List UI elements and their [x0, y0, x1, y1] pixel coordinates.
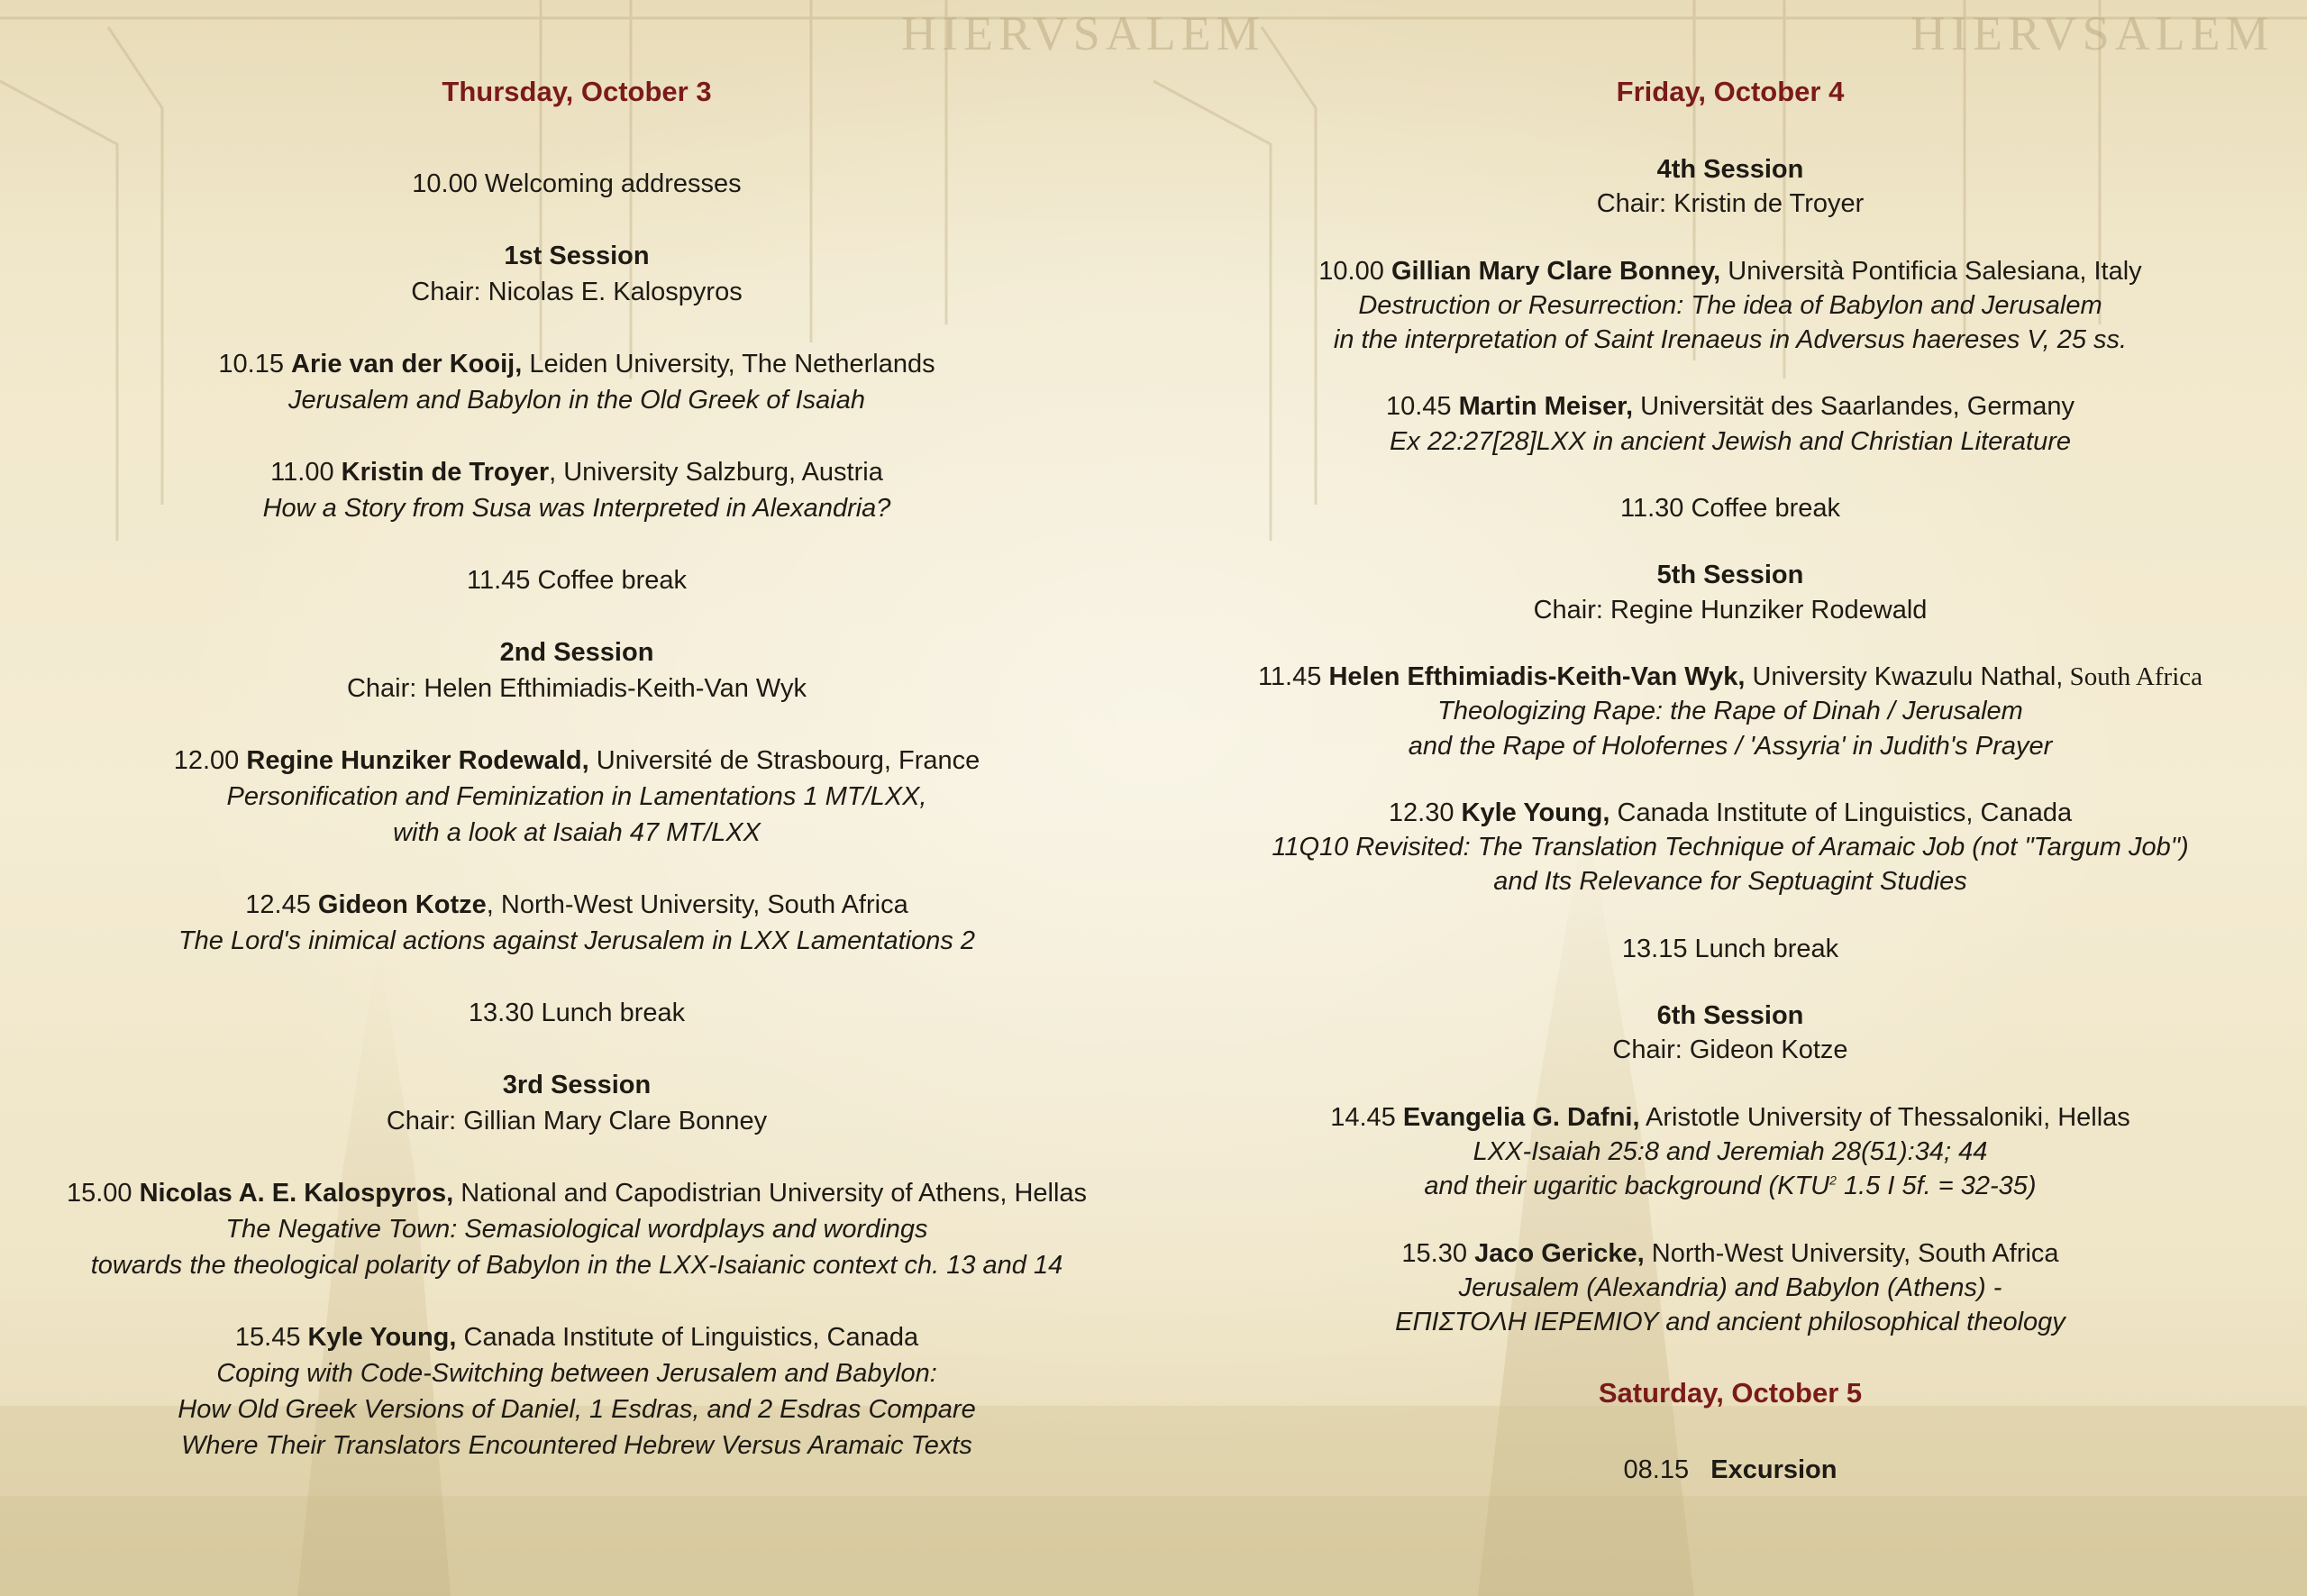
talk-title-cont: and the Rape of Holofernes / 'Assyria' in Judith's Prayer: [1408, 731, 2053, 761]
day-heading-saturday: Saturday, October 5: [1598, 1377, 1863, 1409]
talk-title: Ex 22:27[28]LXX in ancient Jewish and Christian Literature: [1389, 426, 2072, 456]
lunch-break: 13.30 Lunch break: [468, 999, 686, 1027]
session-header: [1612, 999, 1847, 1068]
talk-title: The Lord's inimical actions against Jerusalem in LXX Lamentations 2: [178, 926, 976, 955]
excursion-label: Excursion: [1710, 1455, 1837, 1485]
speaker-name: Gillian Mary Clare Bonney,: [1391, 256, 1721, 286]
talk-time: 10.15: [218, 350, 292, 378]
speaker-affiliation: Aristotle University of Thessaloniki, Hellas: [1639, 1102, 2130, 1132]
session-title: 1st Session: [504, 242, 650, 270]
talk-title-cont: and their ugaritic background (KTU$^2$ 1.5 I 5f. = 32-35): [1424, 1172, 2037, 1201]
talk-title-cont: Where Their Translators Encountered Hebrew Versus Aramaic Texts: [181, 1431, 972, 1460]
watermark-left: HIERVSALEM: [901, 6, 1265, 60]
session-header: [411, 238, 742, 310]
speaker-name: Kyle Young,: [1461, 798, 1610, 827]
talk-entry: [178, 887, 975, 959]
speaker-affiliation: National and Capodistrian University of Athens, Hellas: [453, 1179, 1088, 1208]
talk-time: 12.45: [245, 890, 318, 919]
excursion-time: 08.15: [1623, 1455, 1690, 1485]
talk-title-cont: and Its Relevance for Septuagint Studies: [1493, 867, 1967, 897]
talk-title-cont: ΕΠΙΣΤΟΛΗ ΙΕΡΕΜΙΟΥ and ancient philosophical theology: [1395, 1308, 2065, 1337]
speaker-name: Kyle Young,: [307, 1323, 457, 1352]
coffee-break: 11.30 Coffee break: [1620, 494, 1840, 524]
talk-entry: [1272, 796, 2188, 899]
day-heading: Friday, October 4: [1616, 76, 1845, 107]
session-title: 5th Session: [1656, 561, 1804, 590]
talk-time: 15.45: [234, 1323, 308, 1352]
session-header: [387, 1067, 767, 1139]
talk-title: Theologizing Rape: the Rape of Dinah / Jerusalem: [1437, 697, 2023, 726]
session-header: [1597, 152, 1865, 222]
talk-time: 14.45: [1330, 1102, 1403, 1132]
welcome-item: 10.00 Welcoming addresses: [412, 169, 742, 198]
speaker-name: Regine Hunziker Rodewald,: [246, 746, 589, 775]
talk-time: 12.30: [1388, 798, 1462, 827]
watermark-right: HIERVSALEM: [1910, 6, 2275, 60]
session-title: 4th Session: [1656, 155, 1804, 184]
talk-entry: [1386, 389, 2074, 459]
speaker-affiliation: Canada Institute of Linguistics, Canada: [1609, 798, 2073, 827]
speaker-name: Nicolas A. E. Kalospyros,: [139, 1179, 454, 1208]
talk-title: How a Story from Susa was Interpreted in Alexandria?: [262, 494, 891, 523]
talk-entry: [67, 1175, 1087, 1283]
talk-time: 11.00: [270, 458, 342, 487]
talk-title-cont: towards the theological polarity of Babylon in the LXX-Isaianic context ch. 13 and 14: [90, 1251, 1063, 1280]
talk-title: The Negative Town: Semasiological wordplays and wordings: [225, 1215, 928, 1244]
session-title: 6th Session: [1656, 1001, 1804, 1031]
session-chair: Chair: Regine Hunziker Rodewald: [1533, 595, 1928, 625]
talk-entry: [178, 1319, 975, 1464]
excursion-item: [1624, 1453, 1837, 1487]
speaker-name: Kristin de Troyer: [341, 458, 550, 487]
speaker-name: Helen Efthimiadis-Keith-Van Wyk,: [1328, 661, 1746, 691]
session-chair: Chair: Helen Efthimiadis-Keith-Van Wyk: [346, 674, 807, 703]
talk-entry: [1395, 1236, 2065, 1340]
talk-time: 15.30: [1401, 1238, 1475, 1268]
speaker-affiliation: , North-West University, South Africa: [486, 890, 908, 919]
talk-title-cont: with a look at Isaiah 47 MT/LXX: [393, 818, 761, 847]
speaker-affiliation: Canada Institute of Linguistics, Canada: [456, 1323, 919, 1352]
session-header: [347, 634, 807, 707]
speaker-name: Gideon Kotze: [317, 890, 487, 919]
talk-title: Personification and Feminization in Lamentations 1 MT/LXX,: [226, 782, 927, 811]
speaker-affiliation: Università Pontificia Salesiana, Italy: [1720, 256, 2142, 286]
session-chair: Chair: Gillian Mary Clare Bonney: [386, 1107, 768, 1135]
session-title: 2nd Session: [499, 638, 654, 667]
talk-entry: [1330, 1100, 2130, 1204]
speaker-country: South Africa: [2063, 661, 2203, 691]
speaker-affiliation: Universität des Saarlandes, Germany: [1633, 392, 2075, 422]
talk-entry: [218, 346, 935, 418]
superscript: 2: [1829, 1172, 1837, 1188]
speaker-name: Jaco Gericke,: [1474, 1238, 1645, 1268]
session-chair: Chair: Nicolas E. Kalospyros: [411, 278, 743, 306]
speaker-affiliation: North-West University, South Africa: [1644, 1238, 2059, 1268]
talk-time: 15.00: [66, 1179, 140, 1208]
lunch-break: 13.15 Lunch break: [1621, 934, 1839, 963]
speaker-affiliation: Leiden University, The Netherlands: [522, 350, 935, 378]
friday-panel: [1154, 0, 2307, 1596]
session-title: 3rd Session: [502, 1071, 652, 1099]
talk-time: 11.45: [1257, 661, 1329, 691]
talk-entry: [1258, 660, 2202, 763]
talk-title-cont: How Old Greek Versions of Daniel, 1 Esdras, and 2 Esdras Compare: [178, 1395, 976, 1424]
talk-entry: [263, 454, 891, 526]
coffee-break: 11.45 Coffee break: [467, 566, 687, 595]
speaker-name: Arie van der Kooij,: [291, 350, 523, 378]
day-heading: Thursday, October 3: [442, 76, 712, 107]
talk-title: 11Q10 Revisited: The Translation Technique of Aramaic Job (not "Targum Job"): [1272, 833, 2189, 862]
speaker-name: Martin Meiser,: [1458, 392, 1634, 422]
talk-title: Coping with Code-Switching between Jerusalem and Babylon:: [216, 1359, 937, 1388]
talk-time: 10.45: [1385, 392, 1459, 422]
talk-entry: [174, 743, 980, 851]
speaker-affiliation: University Kwazulu Nathal,: [1745, 661, 2064, 691]
talk-entry: [1318, 254, 2141, 358]
talk-time: 10.00: [1318, 256, 1391, 286]
talk-title: Jerusalem (Alexandria) and Babylon (Athens) -: [1458, 1272, 2002, 1302]
session-chair: Chair: Gideon Kotze: [1612, 1035, 1848, 1065]
talk-time: 12.00: [173, 746, 247, 775]
talk-title-cont: in the interpretation of Saint Irenaeus in Adversus haereses V, 25 ss.: [1333, 325, 2128, 355]
speaker-affiliation: , University Salzburg, Austria: [549, 458, 883, 487]
speaker-name: Evangelia G. Dafni,: [1402, 1102, 1640, 1132]
session-header: [1534, 558, 1928, 627]
session-chair: Chair: Kristin de Troyer: [1596, 189, 1865, 219]
talk-title: Jerusalem and Babylon in the Old Greek of Isaiah: [288, 386, 865, 415]
speaker-affiliation: Université de Strasbourg, France: [588, 746, 980, 775]
talk-title: LXX-Isaiah 25:8 and Jeremiah 28(51):34; 44: [1473, 1136, 1988, 1166]
talk-title: Destruction or Resurrection: The idea of Babylon and Jerusalem: [1358, 290, 2102, 320]
